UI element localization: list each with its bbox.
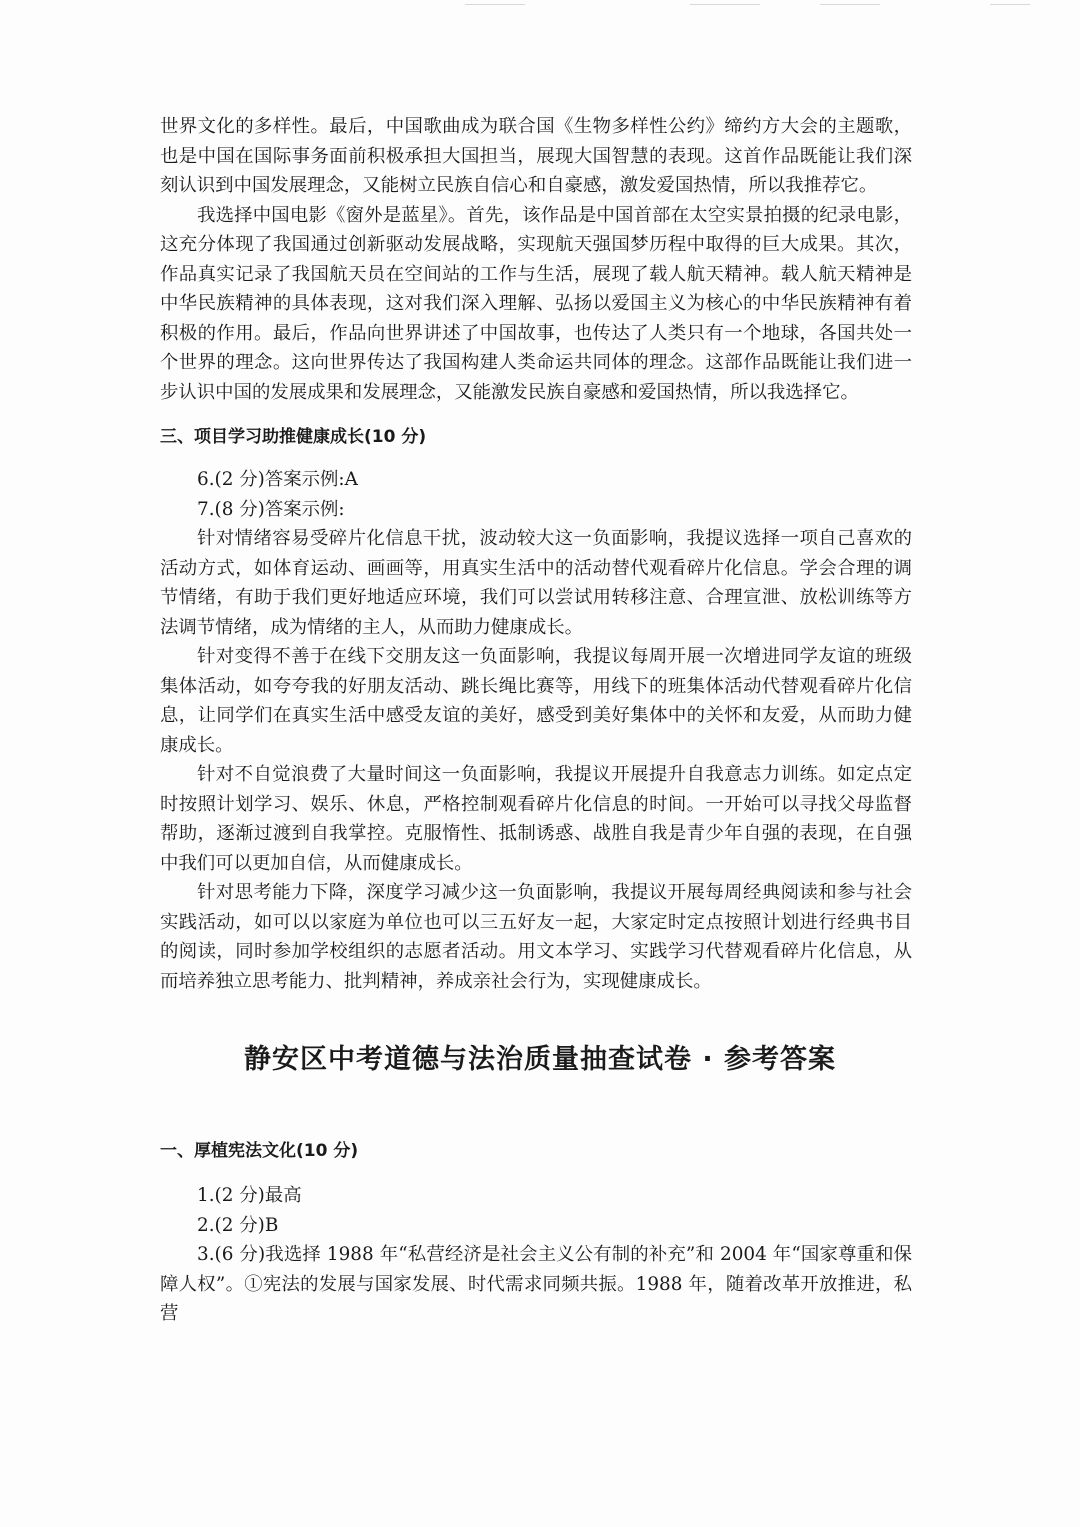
- section-3-heading: 三、项目学习助推健康成长(10 分): [160, 427, 427, 447]
- answer-q1: 1.(2 分)最高: [197, 1185, 302, 1206]
- paragraph-song-recommendation: 世界文化的多样性。最后，中国歌曲成为联合国《生物多样性公约》缔约方大会的主题歌，也是中国在国际事务面前积极承担大国担当，展现大国智慧的表现。这首作品既能让我们深刻认识到中国发展理念，又能树立民族自信心和自豪感，激发爱国热情，所以我推荐它。: [160, 116, 912, 196]
- answer-q7-paragraph-time: 针对不自觉浪费了大量时间这一负面影响，我提议开展提升自我意志力训练。如定点定时按照计划学习、娱乐、休息，严格控制观看碎片化信息的时间。一开始可以寻找父母监督帮助，逐渐过渡到自我掌控。克服惰性、抵制诱惑、战胜自我是青少年自强的表现，在自强中我们可以更加自信，从而健康成长。: [160, 764, 912, 874]
- section-1-heading: 一、厚植宪法文化(10 分): [160, 1141, 359, 1161]
- answer-q7-paragraph-friendship: 针对变得不善于在线下交朋友这一负面影响，我提议每周开展一次增进同学友谊的班级集体活动，如夸夸我的好朋友活动、跳长绳比赛等，用线下的班集体活动代替观看碎片化信息，让同学们在真实生活中感受友谊的美好，感受到美好集体中的关怀和友爱，从而助力健康成长。: [160, 646, 912, 756]
- scan-artifact: [820, 4, 880, 5]
- scan-artifact: [990, 4, 1030, 5]
- answer-q3: 3.(6 分)我选择 1988 年“私营经济是社会主义公有制的补充”和 2004 年“国家尊重和保障人权”。①宪法的发展与国家发展、时代需求同频共振。1988 年，随着改革开放推进，私营: [160, 1244, 912, 1324]
- answer-q6: 6.(2 分)答案示例:A: [197, 469, 358, 490]
- scan-artifact: [465, 4, 525, 5]
- paragraph-film-recommendation: 我选择中国电影《窗外是蓝星》。首先，该作品是中国首部在太空实景拍摄的纪录电影，这充分体现了我国通过创新驱动发展战略，实现航天强国梦历程中取得的巨大成果。其次，作品真实记录了我国航天员在空间站的工作与生活，展现了载人航天精神。载人航天精神是中华民族精神的具体表现，这对我们深入理解、弘扬以爱国主义为核心的中华民族精神有着积极的作用。最后，作品向世界讲述了中国故事，也传达了人类只有一个地球，各国共处一个世界的理念。这向世界传达了我国构建人类命运共同体的理念。这部作品既能让我们进一步认识中国的发展成果和发展理念，又能激发民族自豪感和爱国热情，所以我选择它。: [160, 204, 912, 403]
- section-2-continuation: [160, 112, 912, 407]
- answer-q2: 2.(2 分)B: [197, 1214, 279, 1236]
- document-title: 静安区中考道德与法治质量抽查试卷 · 参考答案: [243, 1044, 837, 1075]
- answer-q7-paragraph-emotion: 针对情绪容易受碎片化信息干扰，波动较大这一负面影响，我提议选择一项自己喜欢的活动方式，如体育运动、画画等，用真实生活中的活动替代观看碎片化信息。学会合理的调节情绪，有助于我们更好地适应环境，我们可以尝试用转移注意、合理宣泄、放松训练等方法调节情绪，成为情绪的主人，从而助力健康成长。: [160, 528, 912, 638]
- section-1-answers: [160, 1181, 912, 1329]
- answer-q7-label: 7.(8 分)答案示例:: [197, 498, 345, 520]
- section-3-answers: [160, 465, 912, 996]
- scan-artifact: [690, 4, 760, 5]
- answer-q7-paragraph-thinking: 针对思考能力下降，深度学习减少这一负面影响，我提议开展每周经典阅读和参与社会实践活动，如可以以家庭为单位也可以三五好友一起，大家定时定点按照计划进行经典书目的阅读，同时参加学校组织的志愿者活动。用文本学习、实践学习代替观看碎片化信息，从而培养独立思考能力、批判精神，养成亲社会行为，实现健康成长。: [160, 882, 912, 992]
